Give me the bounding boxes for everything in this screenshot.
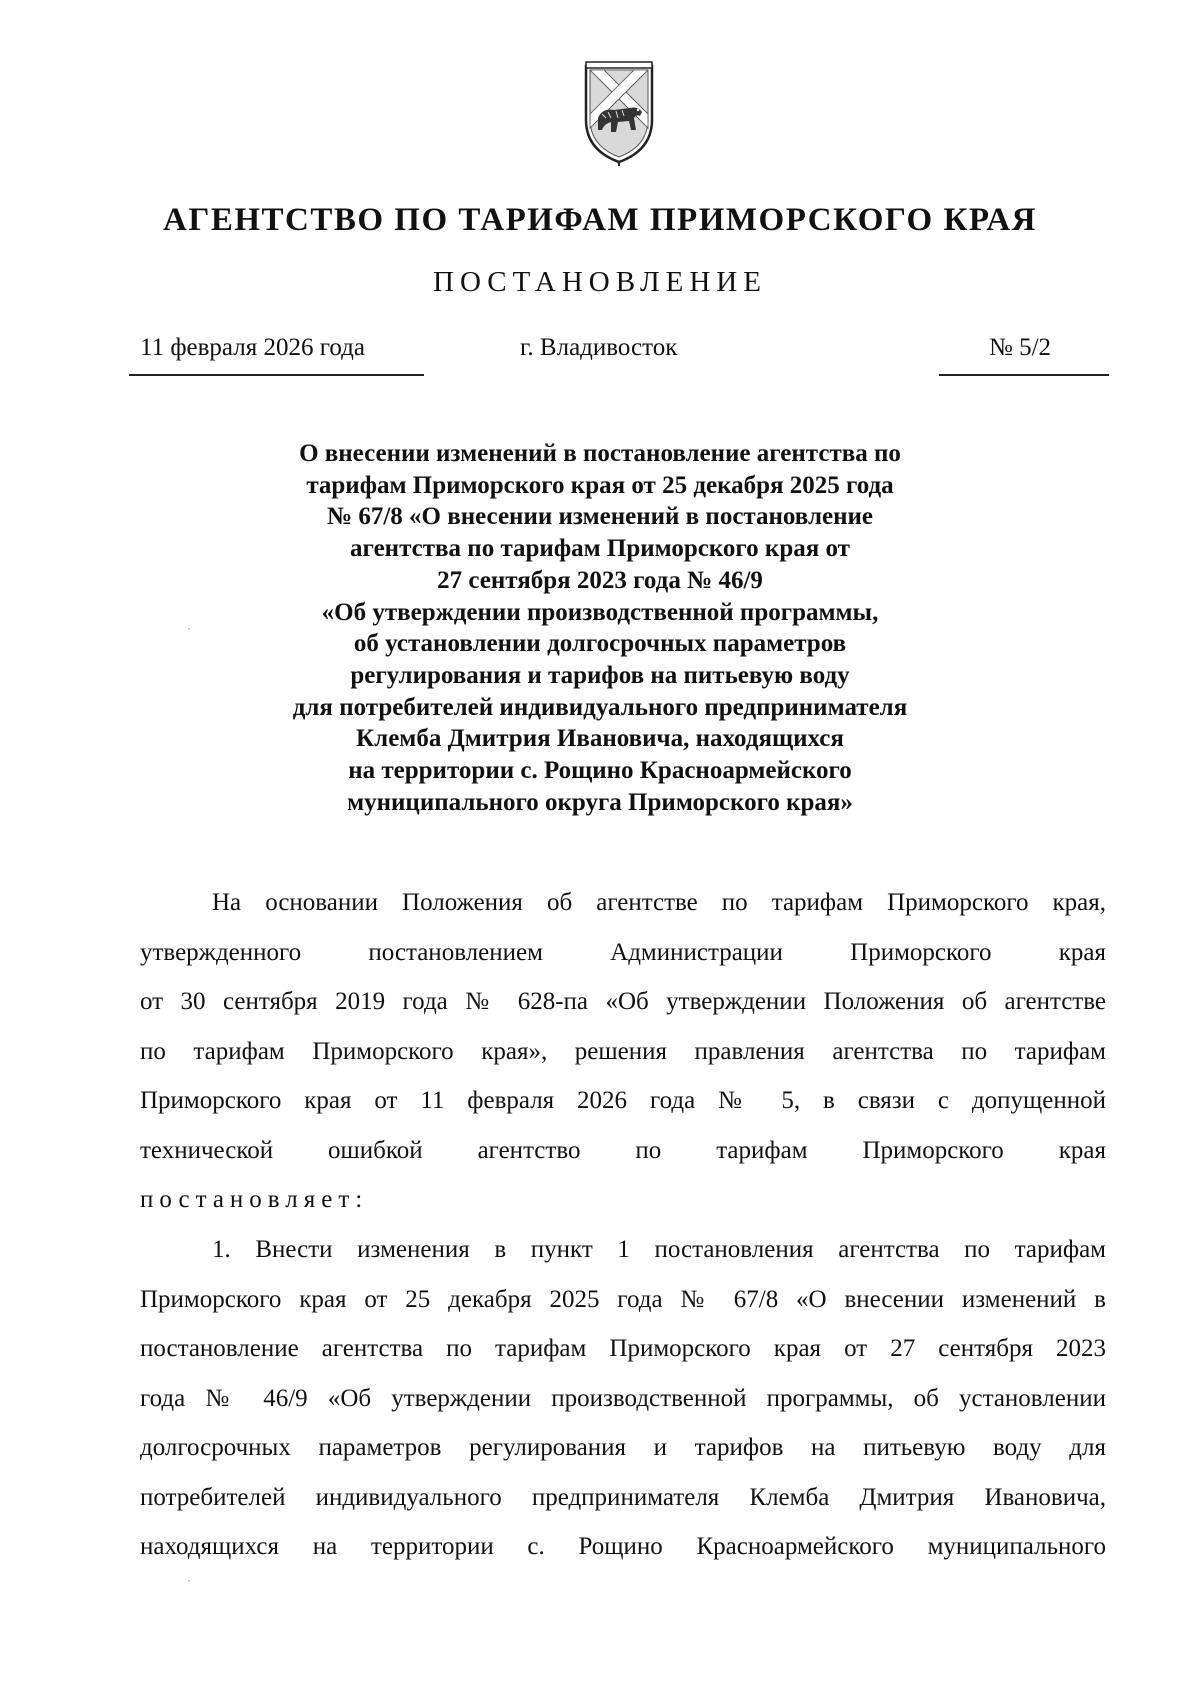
title-line: № 67/8 «О внесении изменений в постановление: [326, 503, 874, 531]
title-line: муниципального округа Приморского края»: [347, 788, 853, 816]
item-1-line: года № 46/9 «Об утверждении производственной программы, об установлении: [140, 1384, 1106, 1412]
preamble-line: технической ошибкой агентство по тарифам Приморского края: [140, 1136, 1106, 1164]
preamble-line: На основании Положения об агентстве по тарифам Приморского края,: [212, 889, 1106, 916]
item-1-line: Приморского края от 25 декабря 2025 года № 67/8 «О внесении изменений в: [140, 1285, 1106, 1313]
document-type: ПОСТАНОВЛЕНИЕ: [433, 266, 767, 298]
title-line: на территории с. Рощино Красноармейского: [348, 757, 852, 785]
item-1-paragraph: [140, 1225, 1106, 1572]
resolves-word: постановляет:: [140, 1186, 369, 1213]
title-line: Клемба Дмитрия Ивановича, находящихся: [356, 725, 844, 753]
scan-speck: [188, 1580, 190, 1582]
document-date: 11 февраля 2026 года: [140, 334, 365, 361]
document-title: [230, 438, 970, 818]
preamble-line: Приморского края от 11 февраля 2026 года № 5, в связи с допущенной: [140, 1087, 1106, 1114]
item-1-line: постановление агентства по тарифам Приморского края от 27 сентября 2023: [140, 1335, 1106, 1362]
title-line: об установлении долгосрочных параметров: [353, 630, 847, 658]
item-1-line: потребителей индивидуального предпринимателя Клемба Дмитрия Ивановича,: [140, 1483, 1106, 1511]
item-1-line: 1. Внести изменения в пункт 1 постановления агентства по тарифам: [212, 1236, 1106, 1263]
document-number: № 5/2: [989, 334, 1052, 361]
title-line: «Об утверждении производственной программы,: [321, 598, 879, 626]
title-line: для потребителей индивидуального предпринимателя: [292, 693, 908, 721]
number-underline: [939, 374, 1109, 376]
item-1-line: находящихся на территории с. Рощино Красноармейского муниципального: [140, 1533, 1106, 1560]
coat-of-arms-icon: [578, 58, 660, 168]
agency-name: АГЕНТСТВО ПО ТАРИФАМ ПРИМОРСКОГО КРАЯ: [163, 202, 1037, 238]
title-line: О внесении изменений в постановление агентства по: [299, 440, 901, 467]
preamble-line: по тарифам Приморского края», решения правления агентства по тарифам: [140, 1037, 1106, 1065]
scan-speck: [188, 628, 190, 630]
title-line: агентства по тарифам Приморского края от: [350, 535, 850, 563]
date-underline: [129, 374, 424, 376]
preamble-paragraph: [140, 878, 1106, 1225]
title-line: 27 сентября 2023 года № 46/9: [437, 566, 763, 594]
title-line: регулирования и тарифов на питьевую воду: [350, 661, 850, 689]
preamble-line: утвержденного постановлением Администрации Приморского края: [140, 938, 1106, 966]
document-city: г. Владивосток: [520, 334, 678, 361]
title-line: тарифам Приморского края от 25 декабря 2025 года: [306, 471, 894, 499]
preamble-line: от 30 сентября 2019 года № 628-па «Об утверждении Положения об агентстве: [140, 988, 1106, 1015]
item-1-line: долгосрочных параметров регулирования и тарифов на питьевую воду для: [140, 1434, 1106, 1461]
